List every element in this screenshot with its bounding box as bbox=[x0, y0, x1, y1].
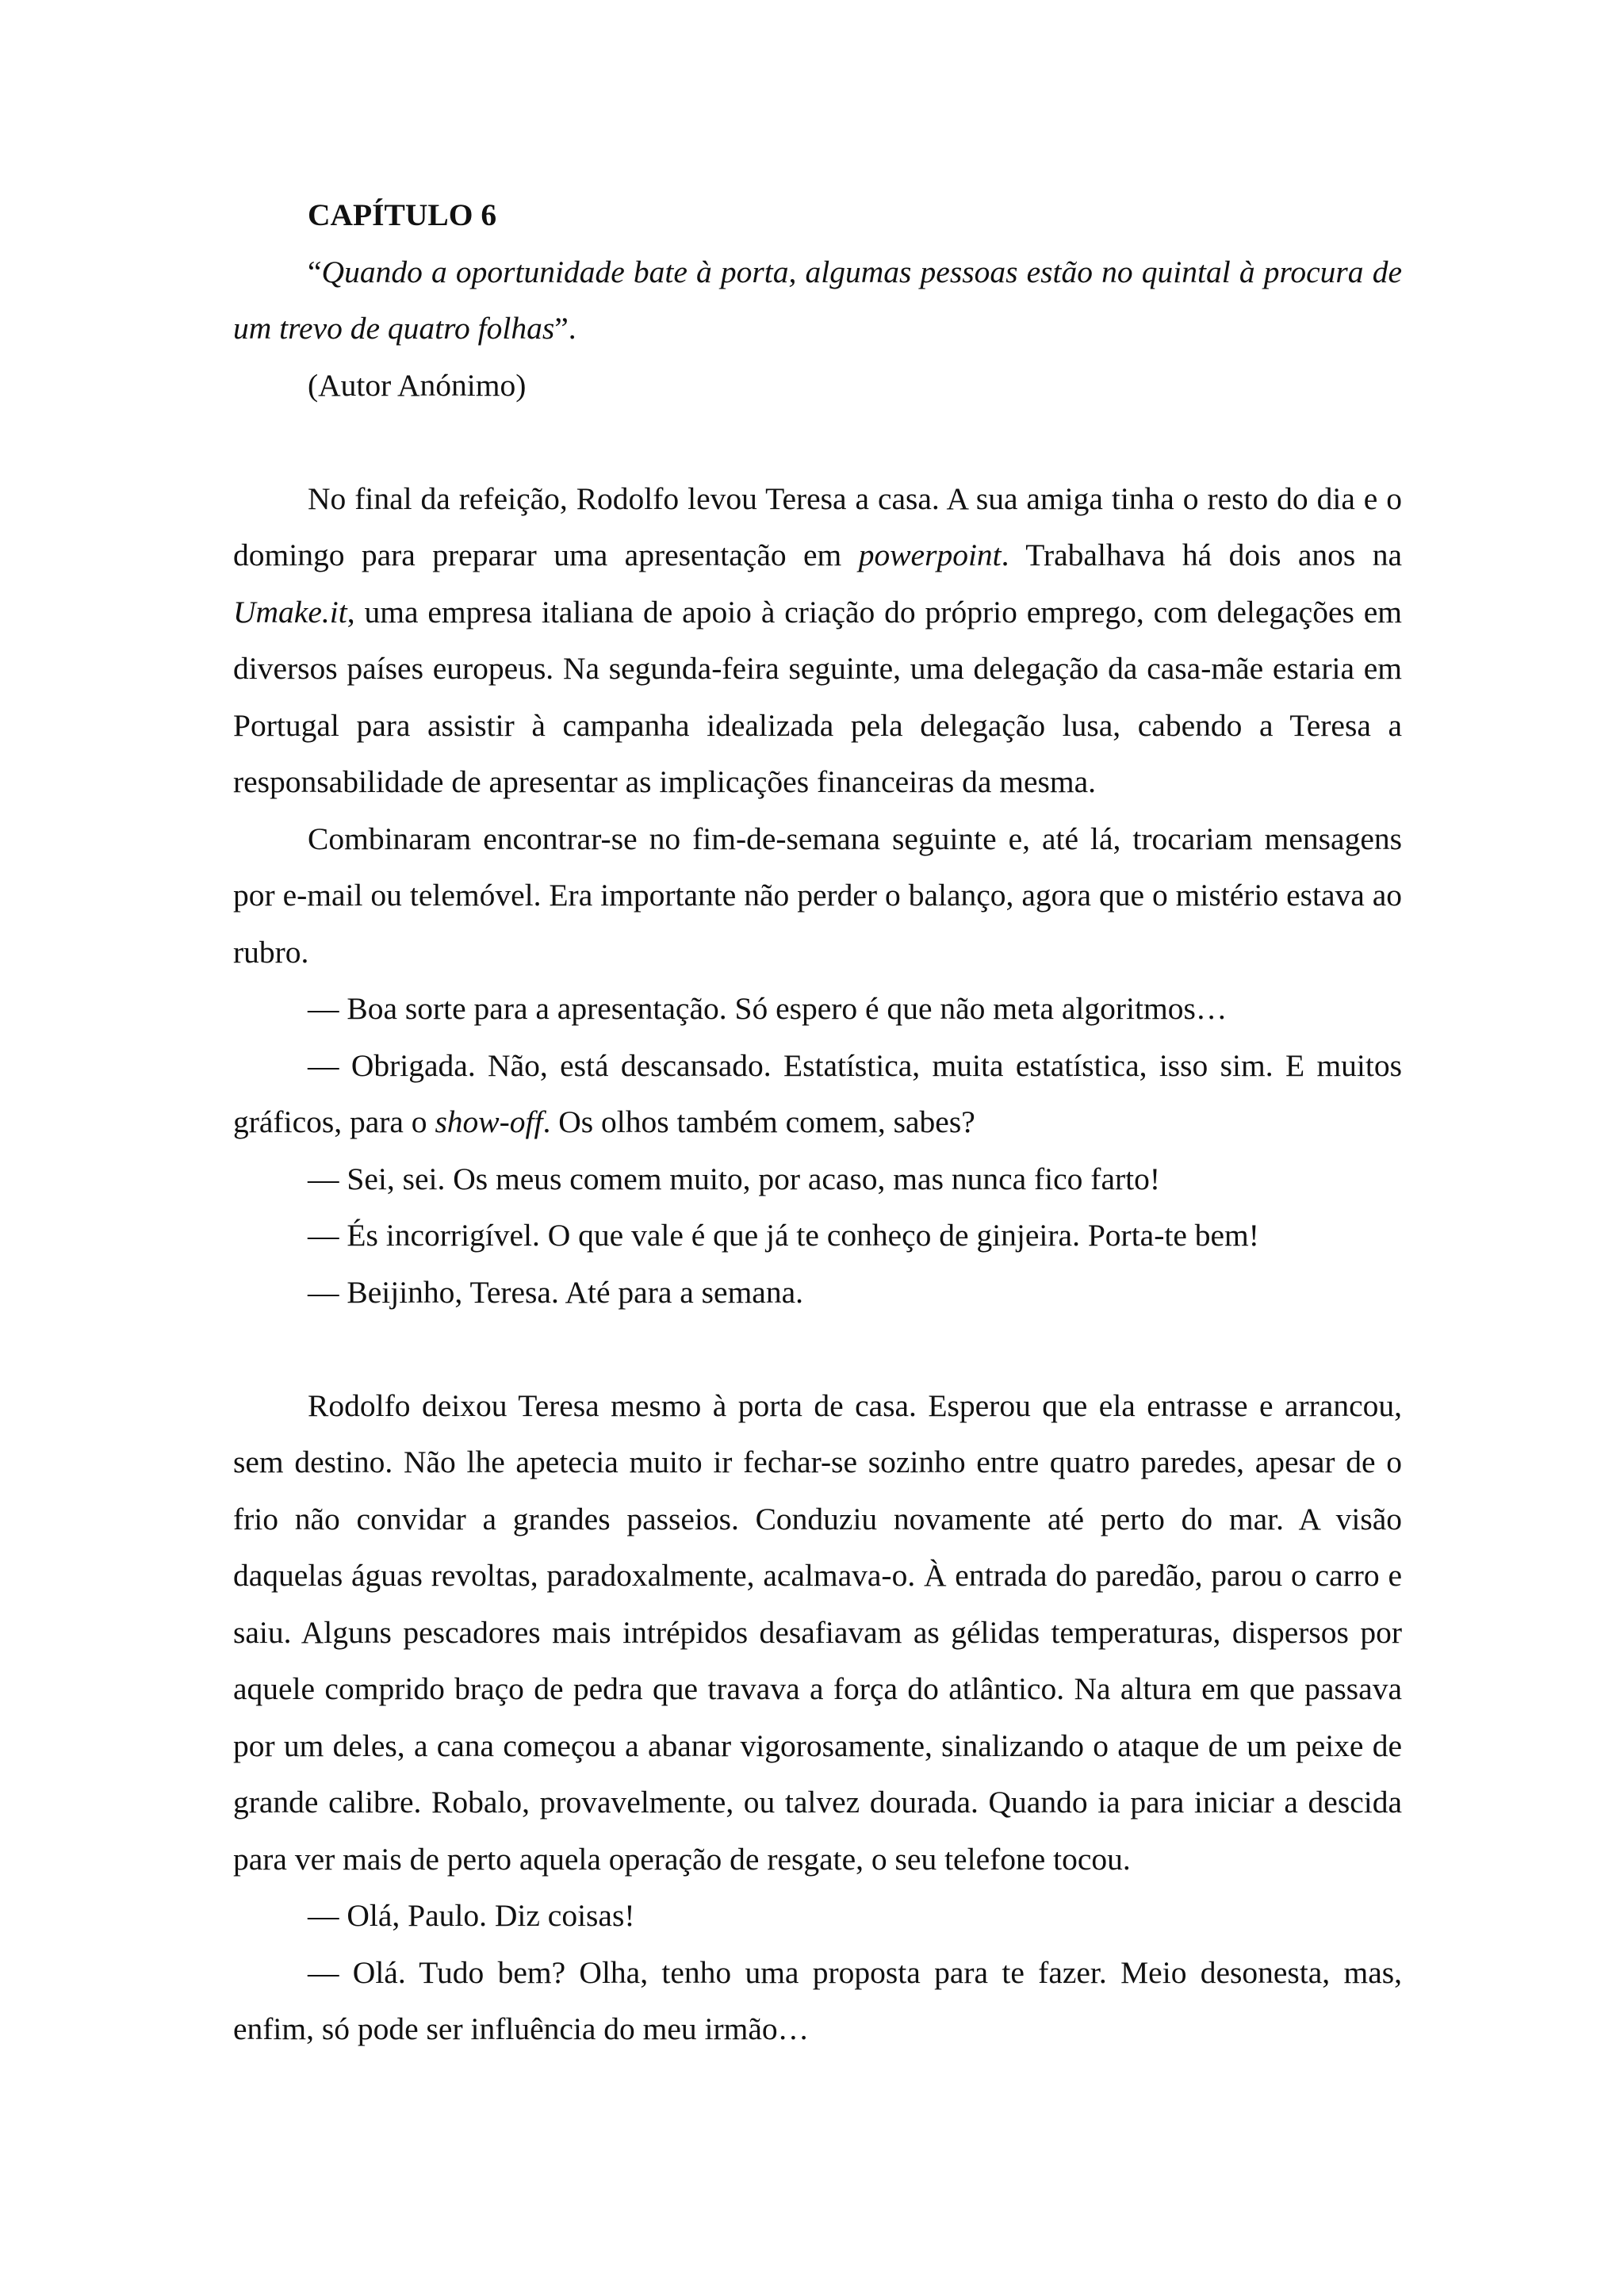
chapter-heading: CAPÍTULO 6 bbox=[308, 197, 497, 232]
paragraph-2: Combinaram encontrar-se no fim-de-semana seguinte e, até lá, trocariam mensagens por e-mail ou telemóvel. Era importante não perder o balanço, agora que o mistério estava ao rubro. bbox=[233, 821, 1402, 970]
epigraph-quote bbox=[233, 244, 1402, 358]
dialogue-line-2-part-a: — Obrigada. Não, está descansado. Estatística, muita estatística, isso sim. E muitos gráficos, para o bbox=[233, 1047, 1402, 1139]
dialogue-line-6: — Olá, Paulo. Diz coisas! bbox=[308, 1898, 635, 1933]
paragraph-1-part-a: No final da refeição, Rodolfo levou Teresa a casa. A sua amiga tinha o resto do dia e o domingo para preparar uma apresentação em bbox=[233, 480, 1402, 572]
section-spacer bbox=[233, 414, 1402, 471]
paragraph-1-powerpoint: powerpoint bbox=[858, 538, 1002, 572]
paragraph-3: Rodolfo deixou Teresa mesmo à porta de casa. Esperou que ela entrasse e arrancou, sem destino. Não lhe apetecia muito ir fechar-se sozinho entre quatro paredes, apesar de o frio não convidar a grandes passeios. Conduziu novamente até perto do mar. A visão daquelas águas revoltas, paradoxalmente, acalmava-o. À entrada do paredão, parou o carro e saiu. Alguns pescadores mais intrépidos desafiavam as gélidas temperaturas, dispersos por aquele comprido braço de pedra que travava a força do atlântico. Na altura em que passava por um deles, a cana começou a abanar vigorosamente, sinalizando o ataque de um peixe de grande calibre. Robalo, provavelmente, ou talvez dourada. Quando ia para iniciar a descida para ver mais de perto aquela operação de resgate, o seu telefone tocou. bbox=[233, 1387, 1402, 1877]
dialogue-line-5: — Beijinho, Teresa. Até para a semana. bbox=[308, 1274, 803, 1310]
dialogue-line-7: — Olá. Tudo bem? Olha, tenho uma proposta para te fazer. Meio desonesta, mas, enfim, só pode ser influência do meu irmão… bbox=[233, 1954, 1402, 2046]
paragraph-1 bbox=[233, 471, 1402, 811]
dialogue-line-1: — Boa sorte para a apresentação. Só espero é que não meta algoritmos… bbox=[308, 991, 1228, 1026]
epigraph-open-quote: “ bbox=[308, 254, 322, 289]
dialogue-line-2 bbox=[233, 1038, 1402, 1151]
section-spacer bbox=[233, 1321, 1402, 1378]
epigraph-attribution: (Autor Anónimo) bbox=[308, 367, 527, 403]
dialogue-line-2-show-off: show-off bbox=[435, 1104, 543, 1139]
dialogue-line-4: — És incorrigível. O que vale é que já te conheço de ginjeira. Porta-te bem! bbox=[308, 1218, 1259, 1253]
dialogue-line-2-part-c: . Os olhos também comem, sabes? bbox=[542, 1104, 975, 1139]
epigraph-close-quote: ”. bbox=[554, 311, 576, 346]
paragraph-1-part-e: , uma empresa italiana de apoio à criação do próprio emprego, com delegações em diversos países europeus. Na segunda-feira seguinte, uma delegação da casa-mãe estaria em Portugal para assistir à campanha idealizada pela delegação lusa, cabendo a Teresa a responsabilidade de apresentar as implicações financeiras da mesma. bbox=[233, 594, 1402, 799]
dialogue-line-3: — Sei, sei. Os meus comem muito, por acaso, mas nunca fico farto! bbox=[308, 1161, 1161, 1196]
document-page bbox=[233, 187, 1402, 2058]
paragraph-1-umake: Umake.it bbox=[233, 594, 347, 629]
epigraph-text: Quando a oportunidade bate à porta, algumas pessoas estão no quintal à procura de um trevo de quatro folhas bbox=[233, 254, 1402, 346]
paragraph-1-part-c: . Trabalhava há dois anos na bbox=[1001, 538, 1402, 572]
